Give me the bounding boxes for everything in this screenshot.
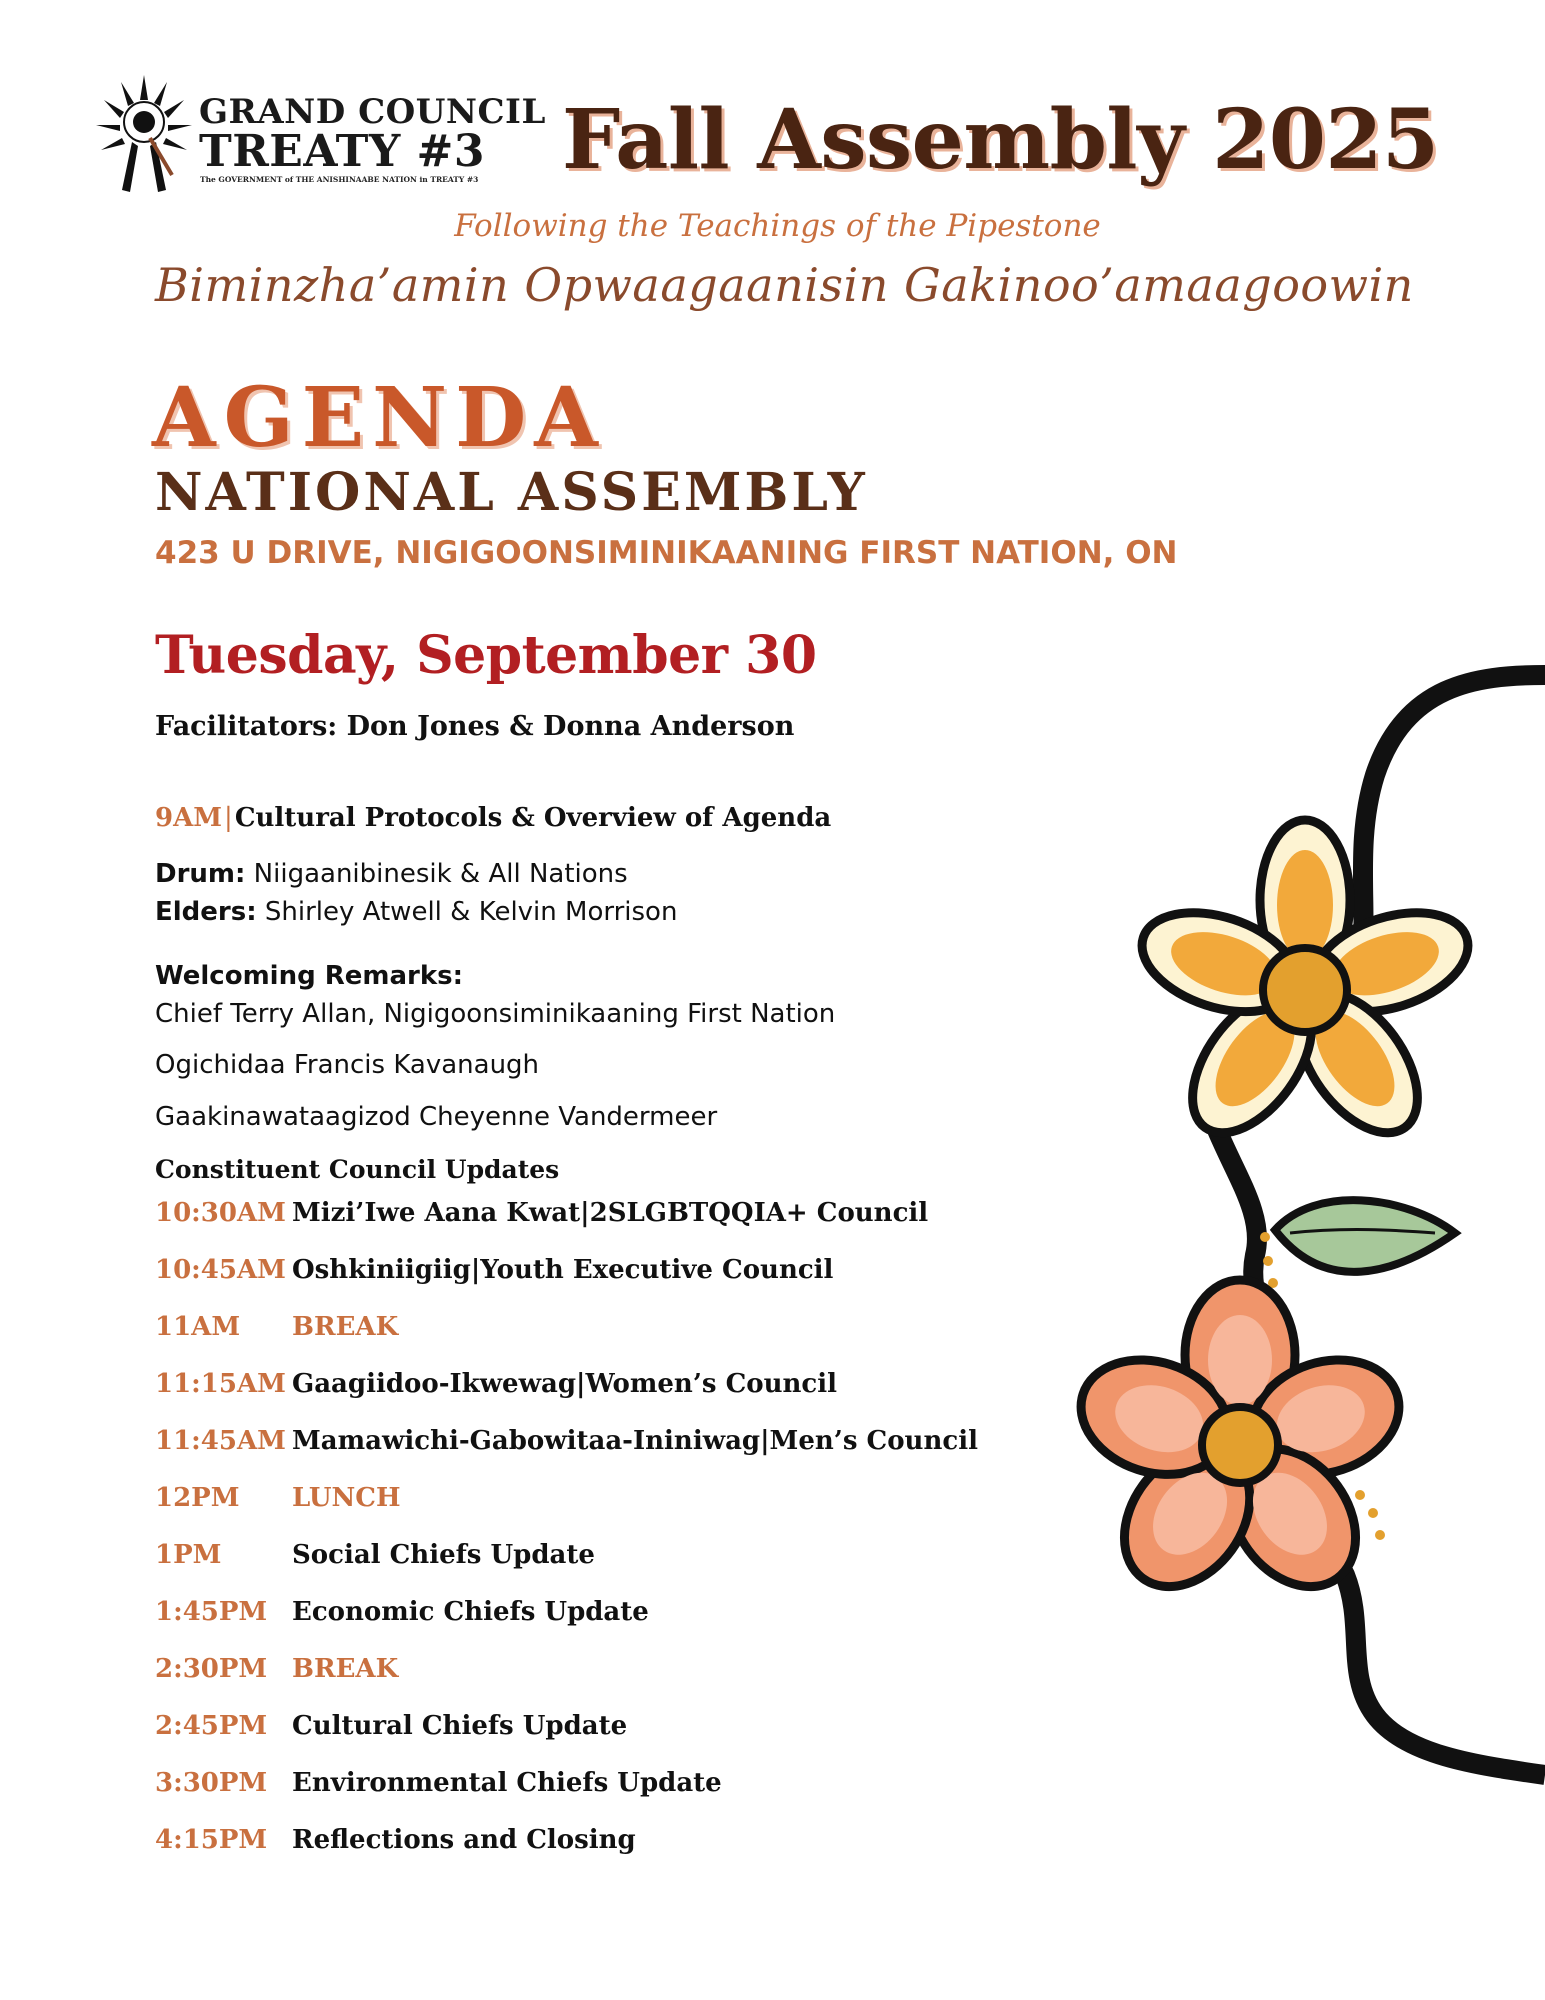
schedule-break: BREAK — [292, 1312, 399, 1342]
drum-value: Niigaanibinesik & All Nations — [253, 859, 628, 889]
org-name-line2: TREATY #3 — [199, 126, 486, 177]
first-item-separator: | — [224, 803, 233, 833]
schedule-time: 10:45AM — [155, 1255, 286, 1285]
venue-address: 423 U DRIVE, NIGIGOONSIMINIKAANING FIRST NATION, ON — [155, 535, 1178, 571]
schedule-time: 1PM — [155, 1540, 222, 1570]
floral-artwork — [1075, 655, 1545, 1855]
schedule-time: 2:45PM — [155, 1711, 268, 1741]
elders-label: Elders: — [155, 897, 257, 927]
schedule-event: Environmental Chiefs Update — [292, 1768, 722, 1798]
first-item-time: 9AM — [155, 803, 223, 833]
welcoming-speaker: Chief Terry Allan, Nigigoonsiminikaaning First Nation — [155, 999, 836, 1029]
welcoming-speaker: Gaakinawataagizod Cheyenne Vandermeer — [155, 1102, 718, 1132]
teaching-ojibwe: Biminzha’amin Opwaagaanisin Gakinoo’amaagoowin — [155, 258, 1414, 312]
org-tagline: The GOVERNMENT of THE ANISHINAABE NATION in TREATY #3 — [200, 175, 479, 184]
drum-line — [155, 859, 628, 889]
assembly-subtitle: NATIONAL ASSEMBLY — [155, 462, 868, 523]
schedule-first-item — [155, 803, 831, 833]
schedule-break: BREAK — [292, 1654, 399, 1684]
updates-heading: Constituent Council Updates — [155, 1155, 560, 1184]
headdress-logo-icon — [92, 70, 197, 205]
agenda-title: AGENDA — [152, 370, 606, 466]
schedule-time: 4:15PM — [155, 1825, 268, 1855]
teaching-english: Following the Teachings of the Pipestone — [454, 208, 1101, 244]
schedule-event: Gaagiidoo-Ikwewag|Women’s Council — [292, 1369, 837, 1399]
elders-value: Shirley Atwell & Kelvin Morrison — [264, 897, 678, 927]
schedule-event: Mizi’Iwe Aana Kwat|2SLGBTQQIA+ Council — [292, 1198, 929, 1228]
schedule-time: 11:15AM — [155, 1369, 286, 1399]
schedule-event: Cultural Chiefs Update — [292, 1711, 628, 1741]
schedule-event: Mamawichi-Gabowitaa-Ininiwag|Men’s Council — [292, 1426, 978, 1456]
schedule-time: 11AM — [155, 1312, 241, 1342]
schedule-break: LUNCH — [292, 1483, 401, 1513]
schedule-event: Social Chiefs Update — [292, 1540, 595, 1570]
schedule-time: 3:30PM — [155, 1768, 268, 1798]
welcoming-label: Welcoming Remarks: — [155, 961, 464, 991]
schedule-event: Reflections and Closing — [292, 1825, 636, 1855]
event-title: Fall Assembly 2025 — [562, 92, 1439, 188]
schedule-time: 1:45PM — [155, 1597, 268, 1627]
org-name-line1: GRAND COUNCIL — [199, 92, 546, 132]
day-heading: Tuesday, September 30 — [155, 625, 817, 686]
schedule-time: 11:45AM — [155, 1426, 286, 1456]
schedule-time: 10:30AM — [155, 1198, 286, 1228]
schedule-time: 2:30PM — [155, 1654, 268, 1684]
schedule-time: 12PM — [155, 1483, 240, 1513]
drum-label: Drum: — [155, 859, 246, 889]
facilitators: Facilitators: Don Jones & Donna Anderson — [155, 711, 795, 742]
first-item-title: Cultural Protocols & Overview of Agenda — [234, 803, 832, 833]
schedule-event: Oshkiniigiig|Youth Executive Council — [292, 1255, 834, 1285]
welcoming-speaker: Ogichidaa Francis Kavanaugh — [155, 1050, 540, 1080]
elders-line — [155, 897, 677, 927]
schedule-event: Economic Chiefs Update — [292, 1597, 649, 1627]
